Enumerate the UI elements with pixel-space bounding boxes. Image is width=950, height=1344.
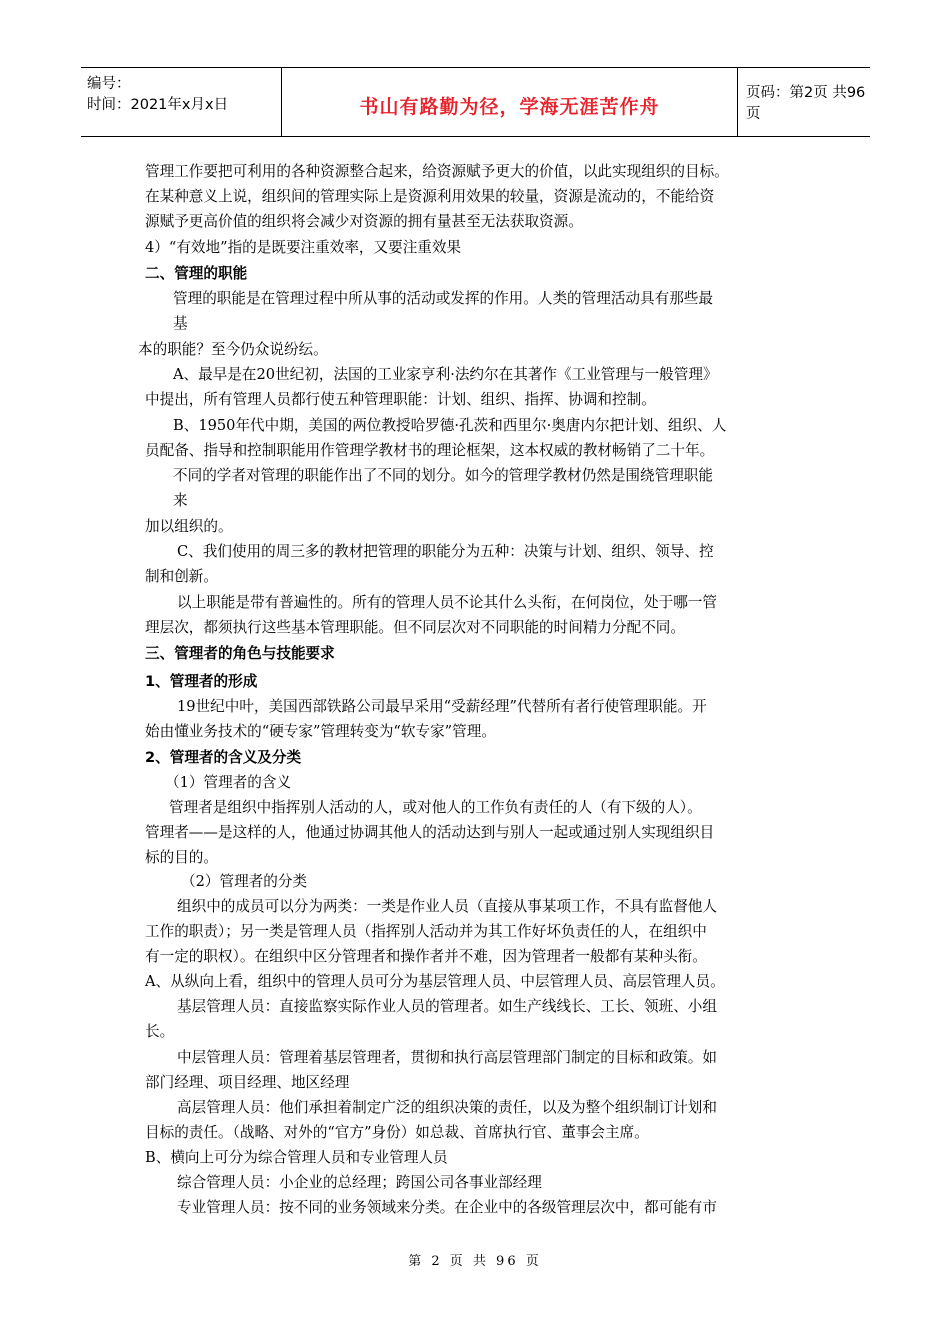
body-line: A、最早是在20世纪初，法国的工业家亨利·法约尔在其著作《工业管理与一般管理》	[173, 366, 718, 383]
page-header	[81, 67, 870, 137]
body-line: 专业管理人员：按不同的业务领域来分类。在企业中的各级管理层次中，都可能有市	[177, 1199, 717, 1216]
body-line: B、1950年代中期，美国的两位教授哈罗德·孔茨和西里尔·奥唐内尔把计划、组织、人	[173, 417, 727, 434]
subsection-heading: 2、管理者的含义及分类	[145, 749, 302, 766]
body-line: 部门经理、项目经理、地区经理	[145, 1074, 350, 1091]
section-heading: 二、管理的职能	[145, 265, 248, 282]
body-line: 制和创新。	[145, 568, 218, 585]
body-line: 工作的职责）；另一类是管理人员（指挥别人活动并为其工作好坏负责任的人，在组织中	[145, 923, 707, 940]
body-line: 管理者是组织中指挥别人活动的人，或对他人的工作负有责任的人（有下级的人）。	[169, 799, 702, 816]
section-heading: 三、管理者的角色与技能要求	[145, 645, 335, 662]
body-line: 来	[173, 492, 188, 509]
body-line: 综合管理人员：小企业的总经理；跨国公司各事业部经理	[177, 1174, 542, 1191]
body-line: 4）“有效地”指的是既要注重效率，又要注重效果	[145, 239, 462, 256]
body-line: 源赋予更高价值的组织将会减少对资源的拥有量甚至无法获取资源。	[145, 213, 583, 230]
body-line: 始由懂业务技术的“硬专家”管理转变为“软专家”管理。	[145, 723, 496, 740]
date-label: 时间：2021年x月x日	[87, 97, 229, 113]
header-page-cell	[738, 68, 870, 136]
body-line: 中层管理人员：管理着基层管理者，贯彻和执行高层管理部门制定的目标和政策。如	[177, 1049, 717, 1066]
subsection-heading: 1、管理者的形成	[145, 673, 258, 690]
body-line: 以上职能是带有普遍性的。所有的管理人员不论其什么头衔，在何岗位，处于哪一管	[177, 594, 717, 611]
header-meta-cell	[81, 68, 282, 136]
body-line: 加以组织的。	[145, 518, 233, 535]
body-line: 标的目的。	[145, 849, 218, 866]
body-line: 19世纪中叶，美国西部铁路公司最早采用“受薪经理”代替所有者行使管理职能。开	[177, 698, 707, 715]
body-line: 组织中的成员可以分为两类：一类是作业人员（直接从事某项工作，不具有监督他人	[177, 898, 717, 915]
body-line: 管理工作要把可利用的各种资源整合起来，给资源赋予更大的价值，以此实现组织的目标。	[145, 163, 729, 180]
body-line: 员配备、指导和控制职能用作管理学教材书的理论框架，这本权威的教材畅销了二十年。	[145, 442, 715, 459]
body-line: 高层管理人员：他们承担着制定广泛的组织决策的责任，以及为整个组织制订计划和	[177, 1099, 717, 1116]
body-line: 基	[173, 315, 188, 332]
body-line: 管理的职能是在管理过程中所从事的活动或发挥的作用。人类的管理活动具有那些最	[173, 290, 713, 307]
body-line: 在某种意义上说，组织间的管理实际上是资源利用效果的较量，资源是流动的，不能给资	[145, 188, 715, 205]
page-footer: 第 2 页 共 96 页	[408, 1254, 542, 1269]
body-line: 本的职能？至今仍众说纷纭。	[138, 341, 328, 358]
body-line: 长。	[145, 1023, 175, 1040]
body-line: （1）管理者的含义	[165, 774, 292, 791]
body-line: 不同的学者对管理的职能作出了不同的划分。如今的管理学教材仍然是围绕管理职能	[173, 467, 713, 484]
doc-number-label: 编号：	[87, 76, 131, 92]
body-line: 管理者——是这样的人，他通过协调其他人的活动达到与别人一起或通过别人实现组织目	[145, 824, 715, 841]
body-line: 中提出，所有管理人员都行使五种管理职能：计划、组织、指挥、协调和控制。	[145, 391, 656, 408]
page-number-label: 页码：第2页 共96页	[746, 85, 866, 122]
body-line: 有一定的职权）。在组织中区分管理者和操作者并不难，因为管理者一般都有某种头衔。	[145, 948, 707, 965]
body-line: 理层次，都须执行这些基本管理职能。但不同层次对不同职能的时间精力分配不同。	[145, 619, 685, 636]
body-line: A、从纵向上看，组织中的管理人员可分为基层管理人员、中层管理人员、高层管理人员。	[145, 973, 725, 990]
body-line: C、我们使用的周三多的教材把管理的职能分为五种：决策与计划、组织、领导、控	[177, 543, 714, 560]
header-motto-cell	[282, 68, 738, 136]
body-line: B、横向上可分为综合管理人员和专业管理人员	[145, 1149, 448, 1166]
body-line: 基层管理人员：直接监察实际作业人员的管理者。如生产线线长、工长、领班、小组	[177, 998, 717, 1015]
body-line: （2）管理者的分类	[181, 873, 308, 890]
body-line: 目标的责任。（战略、对外的“官方”身份）如总裁、首席执行官、董事会主席。	[145, 1124, 649, 1141]
motto-text: 书山有路勤为径，学海无涯苦作舟	[359, 95, 660, 118]
